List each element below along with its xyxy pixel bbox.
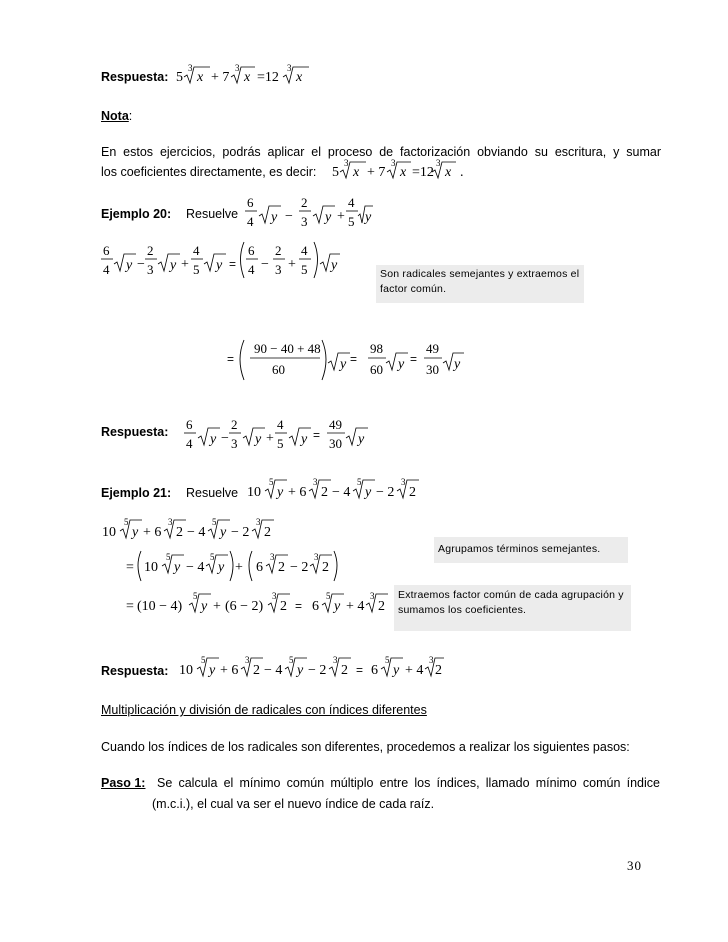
svg-text:4: 4 [248,262,255,277]
svg-text:90 − 40 + 48: 90 − 40 + 48 [254,341,321,356]
svg-text:y: y [201,599,208,614]
svg-text:10: 10 [102,525,116,540]
svg-text:3: 3 [429,655,434,665]
svg-text:5: 5 [277,436,284,451]
svg-text:y: y [170,258,177,273]
svg-text:4: 4 [301,243,308,258]
svg-text:6: 6 [248,243,255,258]
svg-text:3: 3 [245,655,250,665]
svg-text:−: − [285,209,293,224]
svg-text:3: 3 [314,552,319,562]
ejemplo-21-note-2: Extraemos factor común de cada agrupación y sumamos los coeficientes. [394,585,631,631]
svg-text:5: 5 [357,477,362,487]
svg-text:+: + [181,257,189,272]
svg-text:5: 5 [176,70,183,85]
svg-text:y: y [277,485,284,500]
section-intro: Cuando los índices de los radicales son diferentes, procedemos a realizar los siguientes pasos: [101,740,630,754]
nota-colon: : [128,109,133,123]
svg-text:y: y [454,357,461,372]
svg-text:y: y [365,485,372,500]
respuesta-1-expression [170,60,320,90]
svg-text:=: = [356,663,364,677]
svg-text:+ 7: + 7 [367,165,386,180]
svg-text:x: x [353,165,360,180]
svg-text:4: 4 [193,243,200,258]
svg-text:6: 6 [247,195,254,210]
svg-text:3: 3 [231,436,238,451]
svg-text:+ 6: + 6 [143,525,162,540]
svg-text:− 2: − 2 [290,560,309,575]
svg-text:=: = [126,599,134,614]
ejemplo-20-resuelve: Resuelve [186,207,239,221]
svg-text:5: 5 [201,655,206,665]
svg-text:2: 2 [278,560,285,575]
ejemplo-21-step-1 [99,514,279,544]
svg-text:+: + [266,431,274,446]
nota-line-1: En estos ejercicios, podrás aplicar el proceso de factorización obviando su escritura, y sumar [101,145,661,159]
svg-text:=: = [410,352,418,366]
svg-text:3: 3 [270,552,275,562]
svg-text:5: 5 [124,517,129,527]
nota-label: Nota [101,109,129,123]
svg-text:+ 6: + 6 [220,663,239,678]
svg-text:2: 2 [275,243,282,258]
svg-text:2: 2 [322,560,329,575]
svg-text:3: 3 [168,517,173,527]
svg-text:3: 3 [301,214,308,229]
svg-text:y: y [297,663,304,678]
svg-text:=12: =12 [412,165,434,180]
svg-text:− 2: − 2 [231,525,250,540]
svg-text:+: + [288,257,296,272]
svg-text:− 4: − 4 [332,485,351,500]
svg-text:30: 30 [329,436,342,451]
svg-text:10: 10 [247,485,261,500]
svg-text:.: . [460,165,464,180]
svg-text:2: 2 [147,243,154,258]
svg-text:−: − [261,257,269,272]
svg-text:5: 5 [301,262,308,277]
ejemplo-21-respuesta [176,652,446,682]
svg-text:y: y [174,560,181,575]
svg-text:2: 2 [280,599,287,614]
svg-text:2: 2 [231,417,238,432]
svg-text:2: 2 [378,599,385,614]
svg-text:+ 4: + 4 [346,599,365,614]
svg-text:− 2: − 2 [376,485,395,500]
svg-text:2: 2 [409,485,416,500]
respuesta-label: Respuesta: [101,70,169,84]
svg-text:10: 10 [179,663,193,678]
svg-text:x: x [400,165,407,180]
svg-text:3: 3 [401,477,406,487]
ejemplo-20-label: Ejemplo 20: [101,207,172,221]
svg-text:y: y [325,210,332,225]
svg-text:y: y [340,357,347,372]
ejemplo-21-resuelve: Resuelve [186,486,239,500]
svg-text:3: 3 [272,591,277,601]
svg-text:4: 4 [186,436,193,451]
svg-text:=: = [350,352,358,366]
svg-text:y: y [301,432,308,447]
svg-text:3: 3 [391,158,396,168]
svg-text:49: 49 [329,417,342,432]
svg-text:3: 3 [370,591,375,601]
ejemplo-21-expression [244,474,424,504]
ejemplo-20-step-2 [224,336,464,386]
svg-text:6: 6 [312,599,319,614]
svg-text:5: 5 [385,655,390,665]
svg-text:5: 5 [193,262,200,277]
svg-text:60: 60 [272,362,285,377]
svg-text:=: = [227,352,235,366]
svg-text:y: y [365,210,372,225]
svg-text:3: 3 [313,477,318,487]
svg-text:=: = [295,599,303,613]
svg-text:x: x [197,70,204,85]
paso-1-line-2: (m.c.i.), el cual va ser el nuevo índice de cada raíz. [152,797,435,811]
svg-text:60: 60 [370,362,383,377]
svg-text:−: − [137,257,145,272]
svg-text:y: y [210,432,217,447]
ejemplo-21-step-2 [124,545,344,585]
svg-text:3: 3 [287,63,292,73]
svg-text:6: 6 [186,417,193,432]
svg-text:5: 5 [289,655,294,665]
svg-text:6: 6 [103,243,110,258]
svg-text:5: 5 [269,477,274,487]
svg-text:5: 5 [332,165,339,180]
ejemplo-21-label: Ejemplo 21: [101,486,172,500]
svg-text:2: 2 [435,663,442,678]
svg-text:3: 3 [235,63,240,73]
svg-text:3: 3 [188,63,193,73]
svg-text:y: y [393,663,400,678]
nota-expression [330,155,470,185]
ejemplo-20-step-1 [100,236,340,301]
nota-line-2: los coeficientes directamente, es decir: [101,165,317,179]
svg-text:5: 5 [326,591,331,601]
svg-text:y: y [255,432,262,447]
ejemplo-20-respuesta-label: Respuesta: [101,425,169,439]
svg-text:− 4: − 4 [186,560,205,575]
svg-text:+: + [213,599,221,614]
svg-text:3: 3 [275,262,282,277]
svg-text:5: 5 [212,517,217,527]
svg-text:=: = [313,428,321,442]
svg-text:5: 5 [348,214,355,229]
ejemplo-21-note-1: Agrupamos términos semejantes. [434,537,628,563]
svg-text:y: y [218,560,225,575]
svg-text:x: x [244,70,251,85]
svg-text:2: 2 [341,663,348,678]
svg-text:3: 3 [436,158,441,168]
svg-text:4: 4 [247,214,254,229]
svg-text:5: 5 [210,552,215,562]
svg-text:− 4: − 4 [187,525,206,540]
svg-text:49: 49 [426,341,439,356]
svg-text:+: + [235,560,243,575]
svg-text:+: + [337,209,345,224]
svg-text:98: 98 [370,341,383,356]
svg-text:−: − [221,431,229,446]
svg-text:4: 4 [103,262,110,277]
svg-text:(6 − 2): (6 − 2) [225,599,264,614]
ejemplo-20-respuesta [183,412,373,457]
svg-text:4: 4 [348,195,355,210]
ejemplo-20-expression [243,190,373,235]
svg-text:4: 4 [277,417,284,432]
paso-1-line-1: Se calcula el mínimo común múltiplo entre los índices, llamado mínimo común índice [157,776,660,790]
paso-1-label: Paso 1: [101,776,146,790]
page-number: 30 [627,858,642,873]
svg-text:2: 2 [253,663,260,678]
svg-text:y: y [132,525,139,540]
svg-text:2: 2 [176,525,183,540]
svg-text:=: = [126,560,134,575]
svg-text:x: x [296,70,303,85]
nota-heading [101,109,132,123]
section-heading: Multiplicación y división de radicales con índices diferentes [101,703,427,717]
svg-text:y: y [126,258,133,273]
svg-text:y: y [220,525,227,540]
svg-text:5: 5 [193,591,198,601]
svg-text:2: 2 [321,485,328,500]
svg-text:=: = [229,257,237,271]
svg-text:3: 3 [344,158,349,168]
svg-text:+ 7: + 7 [211,70,230,85]
svg-text:y: y [358,432,365,447]
ejemplo-21-respuesta-label: Respuesta: [101,664,169,678]
svg-text:10: 10 [144,560,158,575]
svg-text:(10 − 4): (10 − 4) [137,599,183,614]
ejemplo-21-step-3 [124,588,394,622]
svg-text:6: 6 [256,560,263,575]
svg-text:5: 5 [166,552,171,562]
svg-text:3: 3 [333,655,338,665]
svg-text:30: 30 [426,362,439,377]
ejemplo-20-note: Son radicales semejantes y extraemos el factor común. [376,265,584,303]
svg-text:y: y [216,258,223,273]
svg-text:2: 2 [301,195,308,210]
svg-text:3: 3 [147,262,154,277]
svg-text:y: y [209,663,216,678]
svg-text:=12: =12 [257,70,279,85]
svg-text:y: y [398,357,405,372]
svg-text:2: 2 [264,525,271,540]
svg-text:6: 6 [371,663,378,678]
svg-text:y: y [334,599,341,614]
svg-text:+ 6: + 6 [288,485,307,500]
svg-text:y: y [271,210,278,225]
svg-text:3: 3 [256,517,261,527]
svg-text:x: x [445,165,452,180]
svg-text:− 4: − 4 [264,663,283,678]
svg-text:y: y [331,258,338,273]
svg-text:+ 4: + 4 [405,663,424,678]
svg-text:− 2: − 2 [308,663,327,678]
